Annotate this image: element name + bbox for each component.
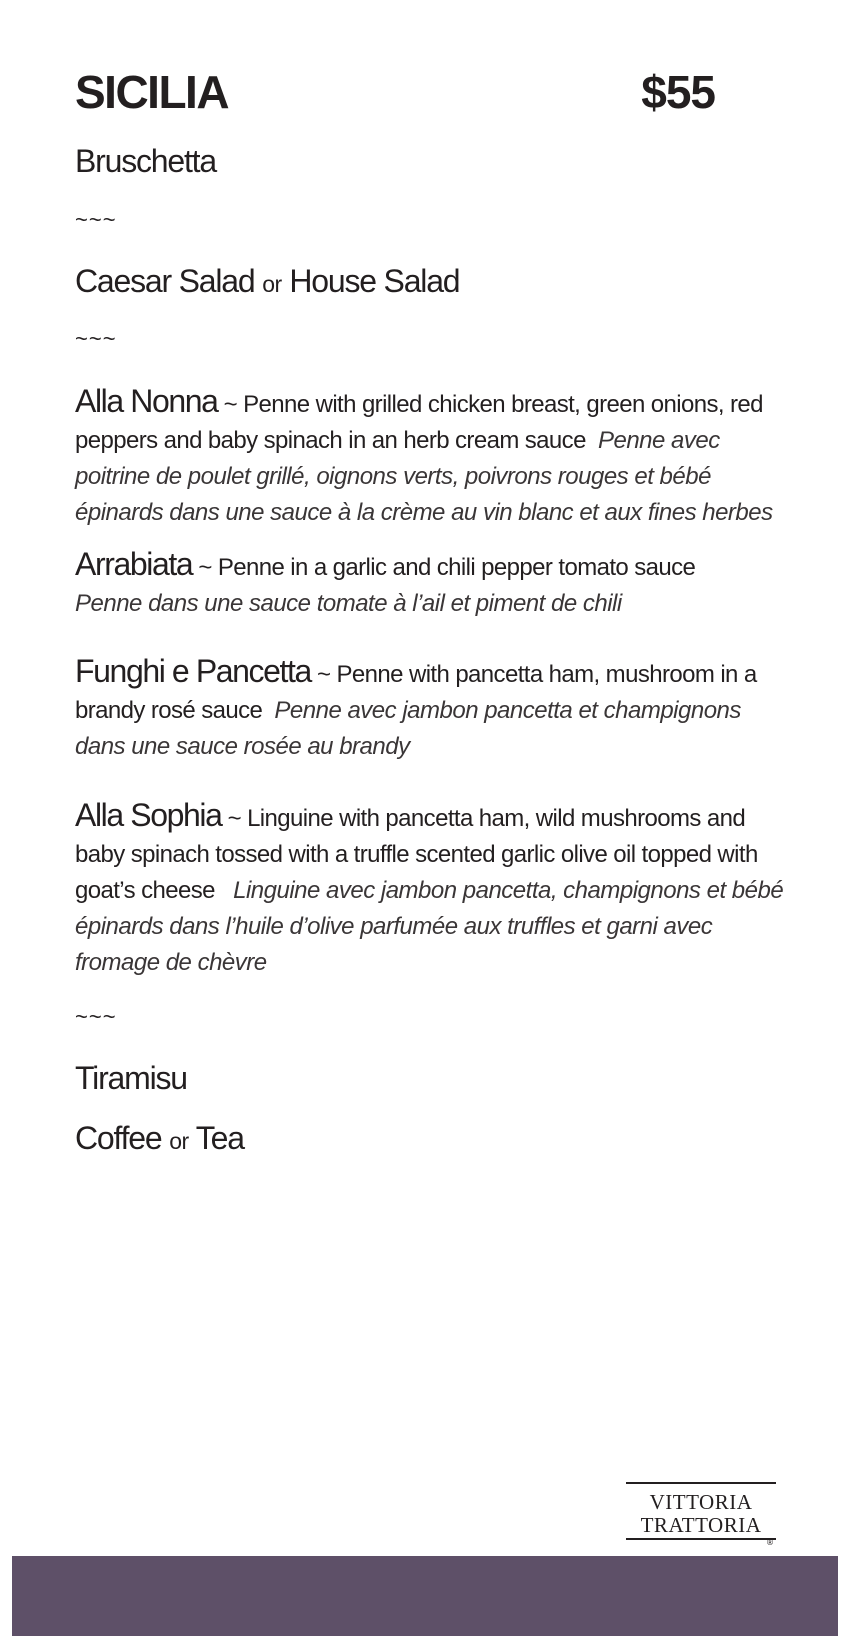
salad-or: or <box>262 271 282 297</box>
menu-price: $55 <box>641 66 715 118</box>
dish-tilde: ~ <box>217 391 244 418</box>
dish-arrabiata <box>75 546 790 622</box>
course-separator: ~~~ <box>75 1004 117 1029</box>
footer-band <box>12 1556 838 1636</box>
logo-line-1: VITTORIA <box>649 1490 753 1514</box>
salad-option-house: House Salad <box>289 263 460 299</box>
dish-tilde: ~ <box>221 805 248 832</box>
drink-option-coffee: Coffee <box>75 1120 162 1156</box>
logo-top-rule <box>626 1482 776 1484</box>
dish-alla-nonna <box>75 383 790 531</box>
dish-name: Alla Nonna <box>75 383 218 419</box>
logo-line-2: TRATTORIA <box>640 1513 762 1537</box>
course-drink <box>75 1118 244 1161</box>
course-salad <box>75 261 459 304</box>
dish-name: Funghi e Pancetta <box>75 653 311 689</box>
course-dessert: Tiramisu <box>75 1060 187 1096</box>
menu-header <box>75 62 715 122</box>
dish-name: Alla Sophia <box>75 797 222 833</box>
menu-title: SICILIA <box>75 66 229 118</box>
course-separator: ~~~ <box>75 326 117 351</box>
dish-description: Penne in a garlic and chili pepper tomato sauce <box>217 554 696 581</box>
dish-description-french: Penne avec poitrine de poulet grillé, oignons verts, poivrons rouges et bébé épinards dans une sauce à la crème au vin blanc et aux fines herbes <box>75 427 773 526</box>
dish-tilde: ~ <box>192 554 218 581</box>
course-separator: ~~~ <box>75 207 117 232</box>
logo-bottom-rule <box>626 1538 776 1540</box>
course-starter: Bruschetta <box>75 143 216 179</box>
drink-or: or <box>169 1128 189 1154</box>
dish-description: Penne with grilled chicken breast, green onions, red peppers and baby spinach in an herb cream sauce <box>75 391 763 454</box>
dish-tilde: ~ <box>310 661 337 688</box>
dish-funghi-e-pancetta <box>75 653 790 765</box>
dish-description-french: Linguine avec jambon pancetta, champignons et bébé épinards dans l’huile d’olive parfumée aux truffles et garni avec fromage de chèvre <box>75 877 784 976</box>
dish-name: Arrabiata <box>75 546 193 582</box>
dish-description: Penne with pancetta ham, mushroom in a brandy rosé sauce <box>75 661 757 724</box>
dish-description: Linguine with pancetta ham, wild mushrooms and baby spinach tossed with a truffle scented garlic olive oil topped with goat’s cheese <box>75 805 758 904</box>
dish-description-french: Penne dans une sauce tomate à l’ail et piment de chili <box>75 590 622 617</box>
dish-alla-sophia <box>75 797 790 981</box>
salad-option-caesar: Caesar Salad <box>75 263 255 299</box>
registered-mark: ® <box>766 1538 774 1547</box>
dish-description-french: Penne avec jambon pancetta et champignons dans une sauce rosée au brandy <box>75 697 741 760</box>
drink-option-tea: Tea <box>195 1120 244 1156</box>
restaurant-logo <box>626 1482 776 1548</box>
